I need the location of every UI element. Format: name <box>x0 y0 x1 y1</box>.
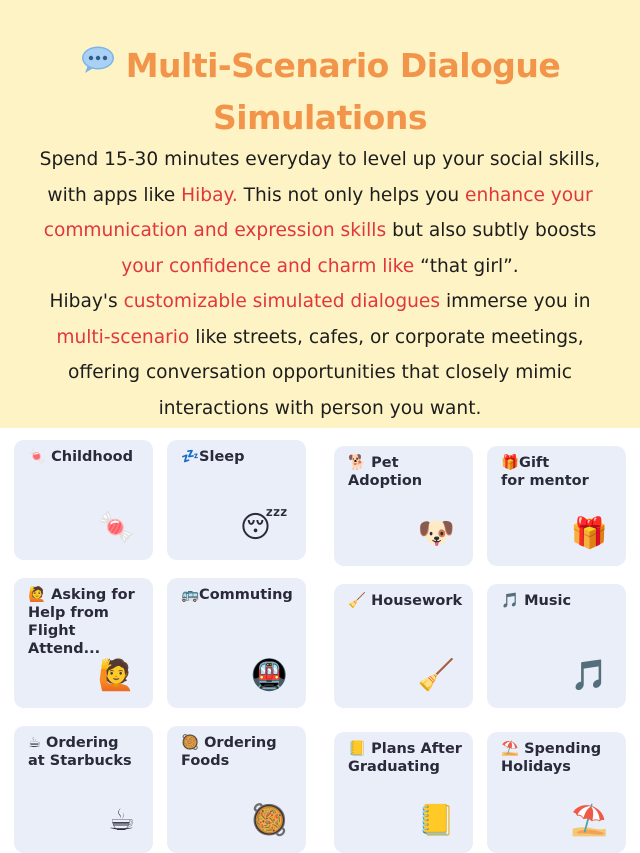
intro-line: interactions with person you want. <box>158 397 482 419</box>
scenario-label: 🚌Commuting <box>181 587 293 603</box>
broom-icon: 🧹 <box>417 658 455 693</box>
scenario-label: 🍬 Childhood <box>28 449 134 465</box>
scenario-label: 🐕 Pet Adoption <box>348 455 423 489</box>
scenario-card-housework[interactable] <box>334 584 473 708</box>
intro-line <box>14 284 626 320</box>
person-raising-hand-icon: 🙋 <box>97 658 135 693</box>
beach-umbrella-icon: ⛱️ <box>570 803 608 838</box>
music-note-icon: 🎵 <box>570 658 608 693</box>
scenario-label: 🎵 Music <box>501 593 572 609</box>
scenario-card-gift[interactable] <box>487 446 626 566</box>
food-pan-icon: 🥘 <box>250 803 288 838</box>
highlight-text: enhance your <box>465 184 593 206</box>
title-line-1: Multi-Scenario Dialogue <box>125 46 561 85</box>
intro-line <box>14 320 626 356</box>
intro-text: This not only helps you <box>237 184 466 206</box>
intro-line: offering conversation opportunities that closely mimic <box>68 362 572 383</box>
scenario-card-music[interactable] <box>487 584 626 708</box>
scenario-label: ☕ Ordering at Starbucks <box>28 735 132 769</box>
title-line-2: Simulations <box>213 98 427 137</box>
scenario-label: 📒 Plans After Graduating <box>348 741 462 775</box>
gift-icon: 🎁 <box>570 516 608 551</box>
scenario-label: 🧹 Housework <box>348 593 463 609</box>
intro-line: Spend 15-30 minutes everyday to level up your social skills, <box>39 149 601 170</box>
scenario-card-sleep[interactable] <box>167 440 306 560</box>
metro-icon: 🚇 <box>250 658 288 693</box>
app-name-highlight: Hibay. <box>181 184 238 206</box>
highlight-text: communication and expression skills <box>43 220 387 241</box>
scenario-label: ⛱️ Spending Holidays <box>501 741 602 775</box>
intro-text: but also subtly boosts <box>386 220 597 241</box>
scenario-label: 💤Sleep <box>181 449 245 465</box>
scenario-card-spending-holidays[interactable] <box>487 732 626 853</box>
intro-text: Hibay's <box>49 291 124 312</box>
dog-face-icon: 🐶 <box>417 516 455 551</box>
intro-paragraph <box>14 142 626 426</box>
intro-text: immerse you in <box>440 291 591 312</box>
intro-text: with apps like <box>47 184 182 206</box>
sleeping-face-icon: 😴 <box>239 510 288 545</box>
intro-line <box>14 249 626 285</box>
page-title <box>0 38 640 144</box>
speech-bubble-icon <box>80 38 116 68</box>
scenario-label: 🥘 Ordering Foods <box>181 735 277 769</box>
candy-icon: 🍬 <box>97 510 135 545</box>
scenario-label: 🎁Gift for mentor <box>501 455 589 489</box>
scenario-card-childhood[interactable] <box>14 440 153 560</box>
intro-line <box>14 213 626 249</box>
scenario-card-pet-adoption[interactable] <box>334 446 473 566</box>
highlight-text: multi-scenario <box>56 326 190 348</box>
scenario-card-ordering-foods[interactable] <box>167 726 306 853</box>
scenario-card-commuting[interactable] <box>167 578 306 708</box>
intro-text: like streets, cafes, or corporate meetings, <box>189 326 584 348</box>
coffee-icon: ☕ <box>108 803 135 838</box>
scenario-card-ordering-starbucks[interactable] <box>14 726 153 853</box>
intro-line <box>14 178 626 214</box>
scenario-label: 🙋 Asking for Help from Flight Attend... <box>28 587 135 657</box>
highlight-text: customizable simulated dialogues <box>123 291 441 312</box>
highlight-text: your confidence and charm like <box>121 255 415 277</box>
scenario-card-plans-after-graduating[interactable] <box>334 732 473 853</box>
notebook-icon: 📒 <box>417 803 455 838</box>
scenario-card-asking-help[interactable] <box>14 578 153 708</box>
intro-text: “that girl”. <box>414 255 519 277</box>
